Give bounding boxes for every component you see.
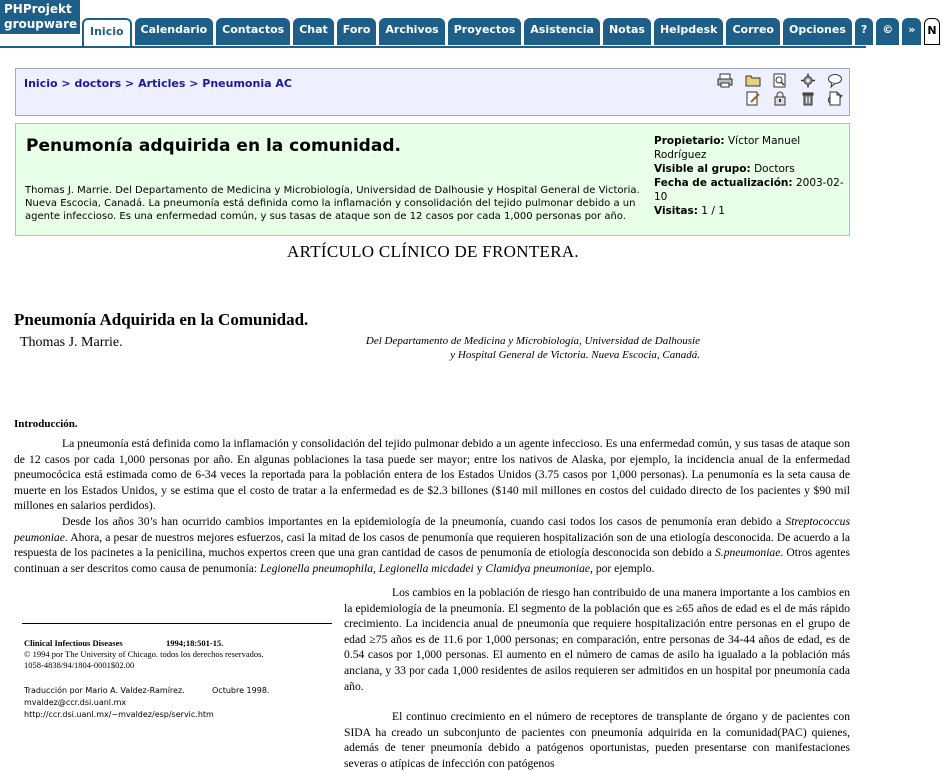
p2-species: Legionella pneumophila, Legionella micdadei	[259, 561, 474, 575]
paragraph-3: Los cambios en la población de riesgo han contribuido de una manera importante a los cambios en la epidemiología de la pneumonía. El segmento de la población que es ≥65 años de edad es el de más rápido crecimiento. La incidencia anual de pneumonía que requiere hospitalización entre personas en el grupo de edad ≥75 años es de 11.6 por 1,000 personas; en comparación, entre personas de 34-44 años de edad, es de 0.54 casos por 1,000 personas. El aumento en el número de camas de asilo ha igualado a la población más anciana, y 33 por cada 1,000 residentes de asilos requieren ser admitidos en un hospital por pneumonía cada año.	[344, 586, 850, 693]
edit-icon[interactable]	[745, 91, 761, 106]
visits-label: Visitas:	[654, 205, 698, 217]
p2-text: . Ahora, a pesar de nuestros mejores esfuerzos, casi la mitad de los casos de penumonía que requieren hospitalización son de una etiología desconocida. De acuerdo a la respuesta de los pacinetes a la penicilina, muchos expertos creen que una gran cantidad de casos de penumonía de etiología desconocida son debido a	[14, 530, 850, 560]
settings-icon[interactable]	[800, 73, 816, 88]
tab-extra[interactable]: N	[924, 18, 939, 45]
tab-chat[interactable]: Chat	[293, 18, 334, 45]
citation-copyright: © 1994 por The University of Chicago. todos los derechos reservados.	[24, 649, 264, 659]
paragraph-4: El continuo crecimiento en el número de receptores de transplante de órgano y de pacientes con SIDA ha creado un subconjunto de pacientes con pneumonía adquirida en la comunidad(PAC) quienes, además de tener pneumonía debido a patógenos oportunistas, pueden presentarse con manifestaciones severas o atípicas de infección con patógenos	[344, 710, 850, 770]
tab-more[interactable]: »	[902, 18, 921, 45]
document-metadata	[654, 134, 849, 218]
breadcrumb-separator: >	[61, 77, 71, 90]
app-logo[interactable]	[0, 0, 80, 34]
tab-inicio[interactable]: Inicio	[82, 18, 132, 47]
visits-value: 1 / 1	[701, 205, 725, 217]
article-author: Thomas J. Marrie.	[20, 335, 123, 350]
citation-ref: 1994;18:501-15.	[166, 638, 224, 648]
paragraph-1: La pneumonía está definida como la inflamación y consolidación del tejido pulmonar debido a un agente infeccioso. Es una enfermedad común, y sus tasas de ataque son de 12 casos por cada 1,000 personas por año. En algunas poblaciones la tasa puede ser mayor; entre los nativos de Alaska, por ejemplo, la incidencia anual de la enfermedad pneumocócica está estimada como de 6-34 veces la reportada para la población entera de los Estados Unidos (3.75 casos por 1,000 personas). La penumonía es la seta causa de muerte en los Estados Unidos, y se estima que el costo de tratar a la enfermedad es de $2.3 billones ($140 mil millones en costos del cuidado directo de los pacientes y $90 mil millones en salarios perdidos).	[14, 437, 850, 513]
document-title: Penumonía adquirida en la comunidad.	[26, 136, 401, 156]
breadcrumb-doctors[interactable]: doctors	[74, 77, 122, 90]
tab-opciones[interactable]: Opciones	[783, 18, 852, 45]
breadcrumb-bar	[15, 68, 850, 116]
top-bar	[0, 0, 937, 47]
toolbar-icons	[693, 73, 843, 109]
tab-correo[interactable]: Correo	[726, 18, 780, 45]
owner-label: Propietario:	[654, 135, 725, 147]
group-value: Doctors	[754, 163, 795, 175]
document-info-panel	[15, 123, 850, 236]
p2-text: y	[473, 561, 486, 575]
tab-asistencia[interactable]: Asistencia	[524, 18, 600, 45]
article-affiliation: Del Departamento de Medicina y Microbiología, Universidad de Dalhousie y Hospital General de Victoria. Nueva Escocia, Canadá.	[365, 335, 700, 361]
breadcrumb-articles[interactable]: Articles	[138, 77, 186, 90]
tab-archivos[interactable]: Archivos	[379, 18, 444, 45]
intro-heading: Introducción.	[14, 418, 78, 430]
p2-text: Desde los años 30’s han ocurrido cambios importantes en la epidemiología de la pneumonía, cuando casi todos los casos de penumonía eran debido a	[62, 515, 786, 528]
document-description: Thomas J. Marrie. Del Departamento de Medicina y Microbiología, Universidad de Dalhousie y Hospital General de Victoria. Nueva Escocia, Canadá. La pneumonía está definida como la inflamación y consolidación del tejido pulmonar debido a un agente infeccioso. Es una enfermedad común, y sus tasas de ataque son de 12 casos por cada 1,000 personas por año.	[25, 185, 640, 222]
translator: Traducción por Mario A. Valdez-Ramírez.	[24, 686, 185, 695]
main-nav-tabs	[82, 18, 943, 47]
tab-contactos[interactable]: Contactos	[216, 18, 290, 45]
logo-line1: PHProjekt	[4, 2, 72, 16]
footnote-divider	[22, 623, 332, 624]
updated-label: Fecha de actualización:	[654, 177, 793, 189]
trash-icon[interactable]	[800, 91, 816, 106]
citation-block	[24, 638, 344, 671]
tab-helpdesk[interactable]: Helpdesk	[654, 18, 724, 45]
owner-value: Víctor Manuel Rodríguez	[654, 135, 801, 161]
p2-species: Clamidya pneumoniae	[485, 561, 591, 575]
tab-copyright[interactable]: ©	[876, 18, 899, 45]
tab-foro[interactable]: Foro	[337, 18, 377, 45]
lock-icon[interactable]	[772, 91, 788, 106]
breadcrumb-separator: >	[125, 77, 135, 90]
article-title: Pneumonía Adquirida en la Comunidad.	[14, 310, 309, 329]
section-header: ARTÍCULO CLÍNICO DE FRONTERA.	[287, 242, 579, 261]
breadcrumb-current[interactable]: Pneumonia AC	[202, 77, 292, 90]
group-label: Visible al grupo:	[654, 163, 751, 175]
translator-url[interactable]: http://ccr.dsi.uanl.mx/~mvaldez/esp/servic.htm	[24, 710, 214, 719]
new-page-icon[interactable]	[827, 91, 843, 106]
chat-bubble-icon[interactable]	[827, 73, 843, 88]
tab-underline	[0, 46, 866, 48]
p2-species: Streptococcus peumoniae	[14, 515, 850, 544]
breadcrumb	[24, 77, 292, 90]
p2-text: . Otros agentes continuan a ser descritos como causa de penumonía:	[14, 546, 850, 575]
search-doc-icon[interactable]	[772, 73, 788, 88]
logo-line2: groupware	[4, 17, 78, 31]
breadcrumb-separator: >	[189, 77, 199, 90]
tab-proyectos[interactable]: Proyectos	[448, 18, 522, 45]
breadcrumb-inicio[interactable]: Inicio	[24, 77, 58, 90]
translator-email[interactable]: mvaldez@ccr.dsi.uanl.mx	[24, 698, 127, 707]
p2-text: , por ejemplo.	[590, 561, 655, 575]
citation-issn: 1058-4838/94/1804-0001$02.00	[24, 660, 135, 670]
folder-icon[interactable]	[745, 73, 761, 88]
citation-journal: Clinical Infectious Diseases	[24, 638, 123, 648]
paragraph-2	[14, 514, 850, 590]
tab-notas[interactable]: Notas	[603, 18, 651, 45]
updated-value: 2003-02-10	[654, 177, 844, 203]
p2-species: S.pneumoniae	[715, 546, 781, 560]
print-icon[interactable]	[717, 73, 733, 88]
tab-help[interactable]: ?	[855, 18, 873, 45]
translation-note	[24, 685, 344, 721]
tab-calendario[interactable]: Calendario	[135, 18, 214, 45]
translation-date: Octubre 1998.	[212, 686, 270, 695]
